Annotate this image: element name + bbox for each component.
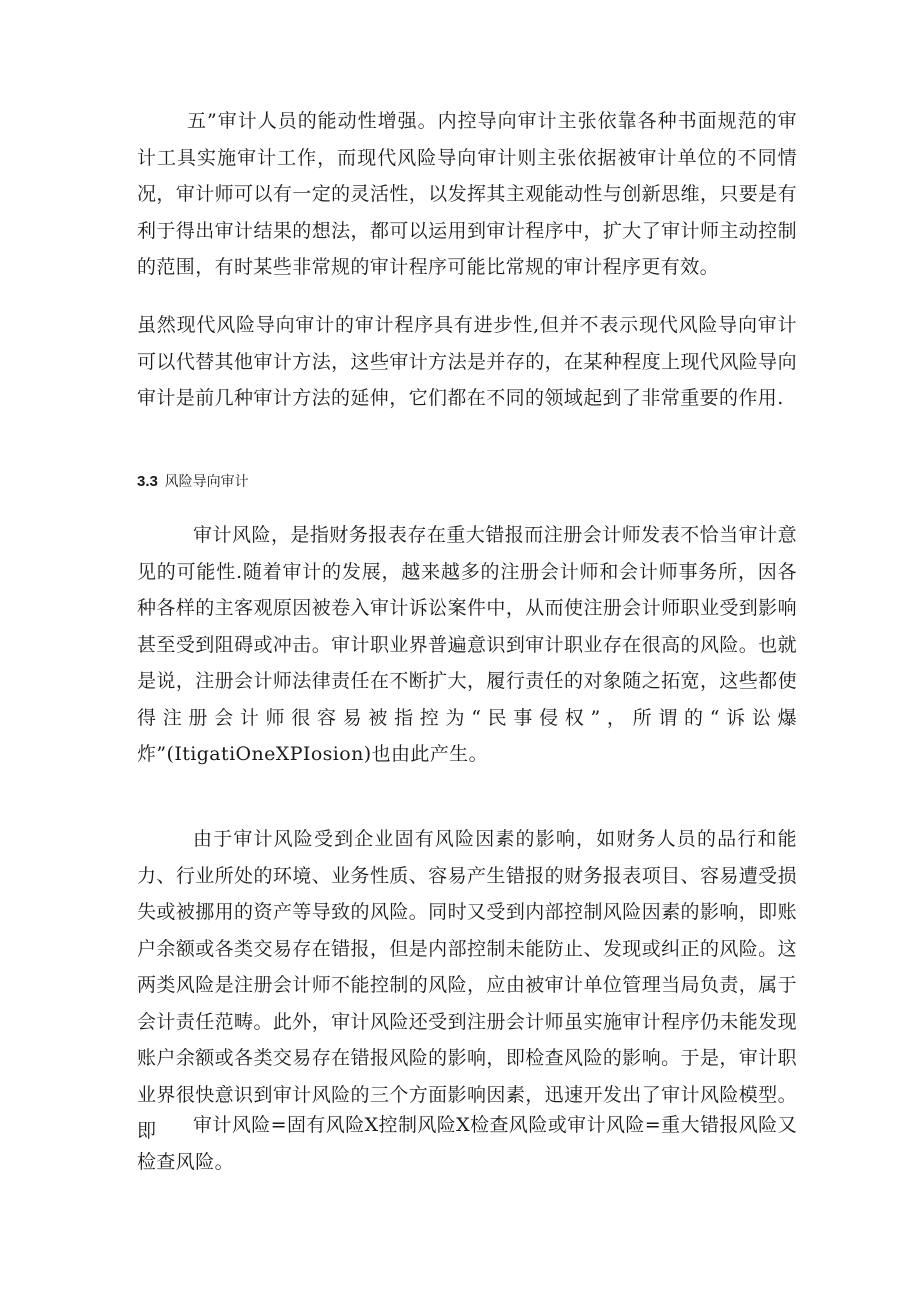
paragraph-risk-audit-progress: 虽然现代风险导向审计的审计程序具有进步性,但并不表示现代风险导向审计可以代替其他审计方法，这些审计方法是并存的，在某种程度上现代风险导向审计是前几种审计方法的延伸，它们都在不同的领域起到了非常重要的作用.	[137, 314, 797, 409]
paragraph-audit-risk-definition: 审计风险，是指财务报表存在重大错报而注册会计师发表不恰当审计意见的可能性.随着审计的发展，越来越多的注册会计师和会计师事务所，因各种各样的主客观原因被卷入审计诉讼案件中，从而使注册会计师职业受到影响甚至受到阻碍或冲击。审计职业界普遍意识到审计职业存在很高的风险。也就是说，注册会计师法律责任在不断扩大，履行责任的对象随之拓宽，这些都使得注册会计师很容易被指控为“民事侵权”，所谓的“诉讼爆炸”(ItigatiOneXPIosion)也由此产生。	[137, 524, 797, 765]
paragraph-auditor-initiative: 五”审计人员的能动性增强。内控导向审计主张依靠各种书面规范的审计工具实施审计工作，而现代风险导向审计则主张依据被审计单位的不同情况，审计师可以有一定的灵活性，以发挥其主观能动性与创新思维，只要是有利于得出审计结果的想法，都可以运用到审计程序中，扩大了审计师主动控制的范围，有时某些非常规的审计程序可能比常规的审计程序更有效。	[137, 110, 797, 278]
paragraph-audit-risk-model: 审计风险=固有风险X控制风险X检查风险或审计风险=重大错报风险又检查风险。	[137, 1114, 797, 1173]
section-number: 3.3	[137, 473, 158, 490]
section-heading	[137, 469, 249, 494]
section-title: 风险导向审计	[164, 474, 249, 490]
paragraph-audit-risk-factors: 由于审计风险受到企业固有风险因素的影响，如财务人员的品行和能力、行业所处的环境、业务性质、容易产生错报的财务报表项目、容易遭受损失或被挪用的资产等导致的风险。同时又受到内部控制风险因素的影响，即账户余额或各类交易存在错报，但是内部控制未能防止、发现或纠正的风险。这两类风险是注册会计师不能控制的风险，应由被审计单位管理当局负责，属于会计责任范畴。此外，审计风险还受到注册会计师虽实施审计程序仍未能发现账户余额或各类交易存在错报风险的影响，即检查风险的影响。于是，审计职业界很快意识到审计风险的三个方面影响因素，迅速开发出了审计风险模型。即	[137, 828, 797, 1142]
